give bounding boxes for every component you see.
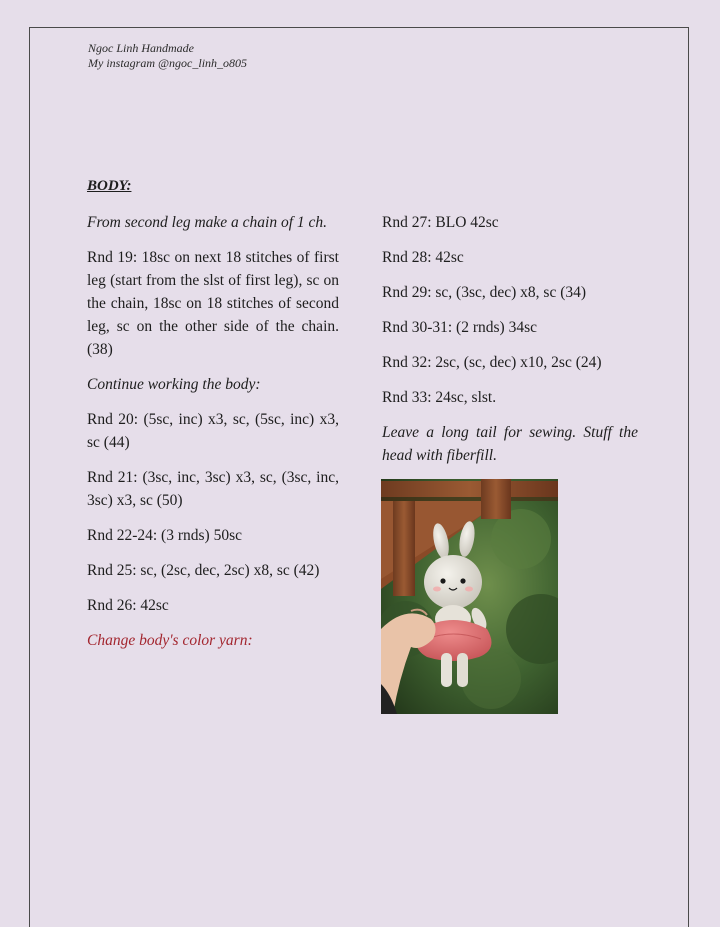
round-30-31: Rnd 30-31: (2 rnds) 34sc [382,319,537,336]
round-21: Rnd 21: (3sc, inc, 3sc) x3, sc, (3sc, inc, 3sc) x3, sc (50) [87,469,339,509]
round-26: Rnd 26: 42sc [87,597,169,614]
round-25: Rnd 25: sc, (2sc, dec, 2sc) x8, sc (42) [87,562,320,579]
bunny-doll-photo [381,479,558,714]
round-28: Rnd 28: 42sc [382,249,464,266]
document-page [29,27,689,927]
round-22-24: Rnd 22-24: (3 rnds) 50sc [87,527,242,544]
left-column [87,211,339,664]
round-32: Rnd 32: 2sc, (sc, dec) x10, 2sc (24) [382,354,602,371]
document-header [88,41,247,71]
right-column [382,211,638,479]
round-33: Rnd 33: 24sc, slst. [382,389,497,406]
round-29: Rnd 29: sc, (3sc, dec) x8, sc (34) [382,284,587,301]
header-instagram: My instagram @ngoc_linh_o805 [88,56,248,70]
round-20: Rnd 20: (5sc, inc) x3, sc, (5sc, inc) x3, sc (44) [87,411,339,451]
section-title: BODY: [87,178,132,194]
finishing-note: Leave a long tail for sewing. Stuff the head with fiberfill. [382,424,638,464]
color-change-note: Change body's color yarn: [87,632,253,649]
round-27: Rnd 27: BLO 42sc [382,214,499,231]
instruction-chain: From second leg make a chain of 1 ch. [87,214,328,231]
header-author: Ngoc Linh Handmade [88,41,194,55]
continue-note: Continue working the body: [87,376,261,393]
round-19: Rnd 19: 18sc on next 18 stitches of first leg (start from the slst of first leg), sc on the chain, 18sc on 18 stitches of second leg, sc on the other side of the chain. (38) [87,249,339,358]
